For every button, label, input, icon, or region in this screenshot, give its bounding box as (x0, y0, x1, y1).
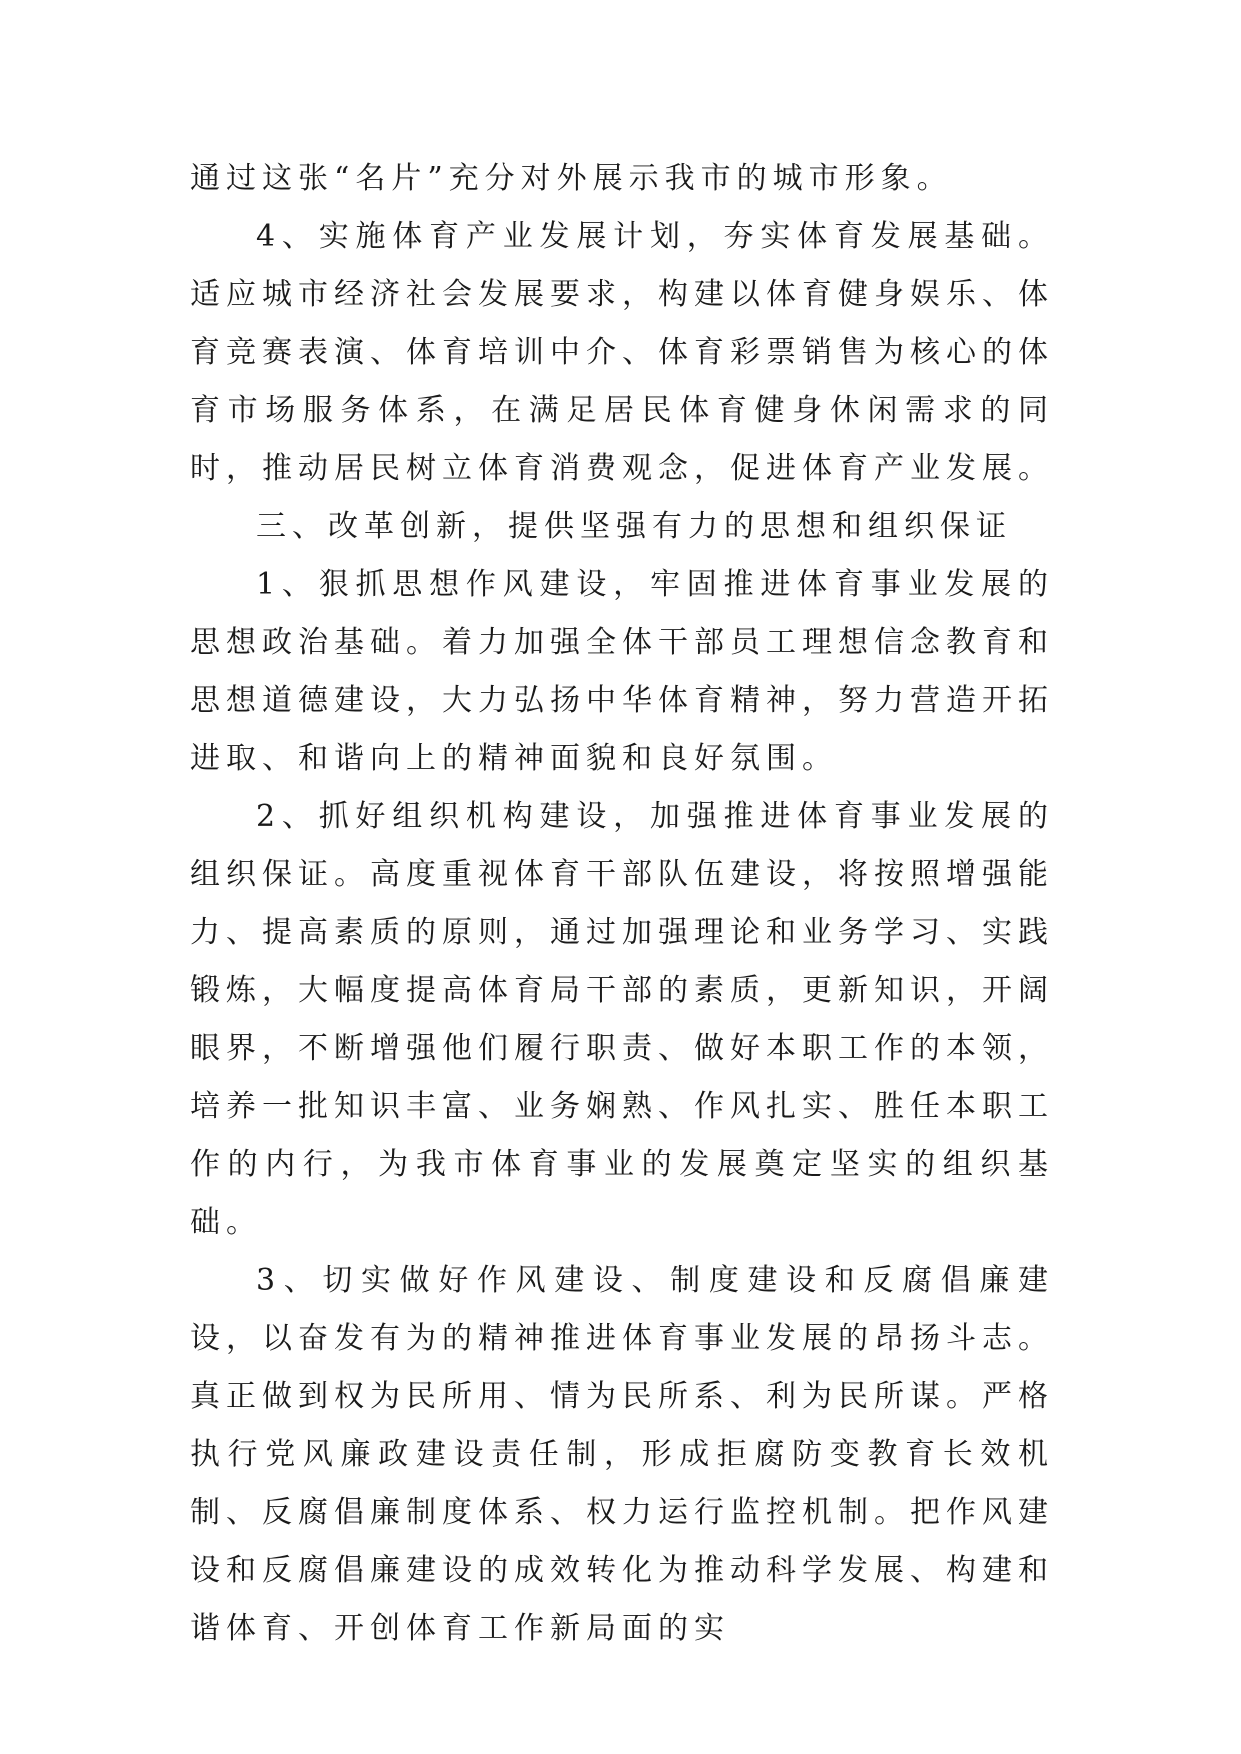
paragraph-item-1: 1、狠抓思想作风建设，牢固推进体育事业发展的思想政治基础。着力加强全体干部员工理想信念教育和思想道德建设，大力弘扬中华体育精神，努力营造开拓进取、和谐向上的精神面貌和良好氛围。 (190, 567, 1054, 776)
paragraph-item-3: 3、切实做好作风建设、制度建设和反腐倡廉建设，以奋发有为的精神推进体育事业发展的昂扬斗志。真正做到权为民所用、情为民所系、利为民所谋。严格执行党风廉政建设责任制，形成拒腐防变教育长效机制、反腐倡廉制度体系、权力运行监控机制。把作风建设和反腐倡廉建设的成效转化为推动科学发展、构建和谐体育、开创体育工作新局面的实 (190, 1263, 1054, 1646)
section-heading-3: 三、改革创新，提供坚强有力的思想和组织保证 (256, 509, 1012, 544)
paragraph-item-4: 4、实施体育产业发展计划，夯实体育发展基础。适应城市经济社会发展要求，构建以体育健身娱乐、体育竞赛表演、体育培训中介、体育彩票销售为核心的体育市场服务体系，在满足居民体育健身休闲需求的同时，推动居民树立体育消费观念，促进体育产业发展。 (190, 219, 1054, 486)
paragraph-item-2: 2、抓好组织机构建设，加强推进体育事业发展的组织保证。高度重视体育干部队伍建设，将按照增强能力、提高素质的原则，通过加强理论和业务学习、实践锻炼，大幅度提高体育局干部的素质，更新知识，开阔眼界，不断增强他们履行职责、做好本职工作的本领，培养一批知识丰富、业务娴熟、作风扎实、胜任本职工作的内行，为我市体育事业的发展奠定坚实的组织基础。 (190, 799, 1054, 1240)
document-body (190, 150, 1054, 1658)
paragraph-continuation: 通过这张“名片”充分对外展示我市的城市形象。 (190, 161, 953, 196)
